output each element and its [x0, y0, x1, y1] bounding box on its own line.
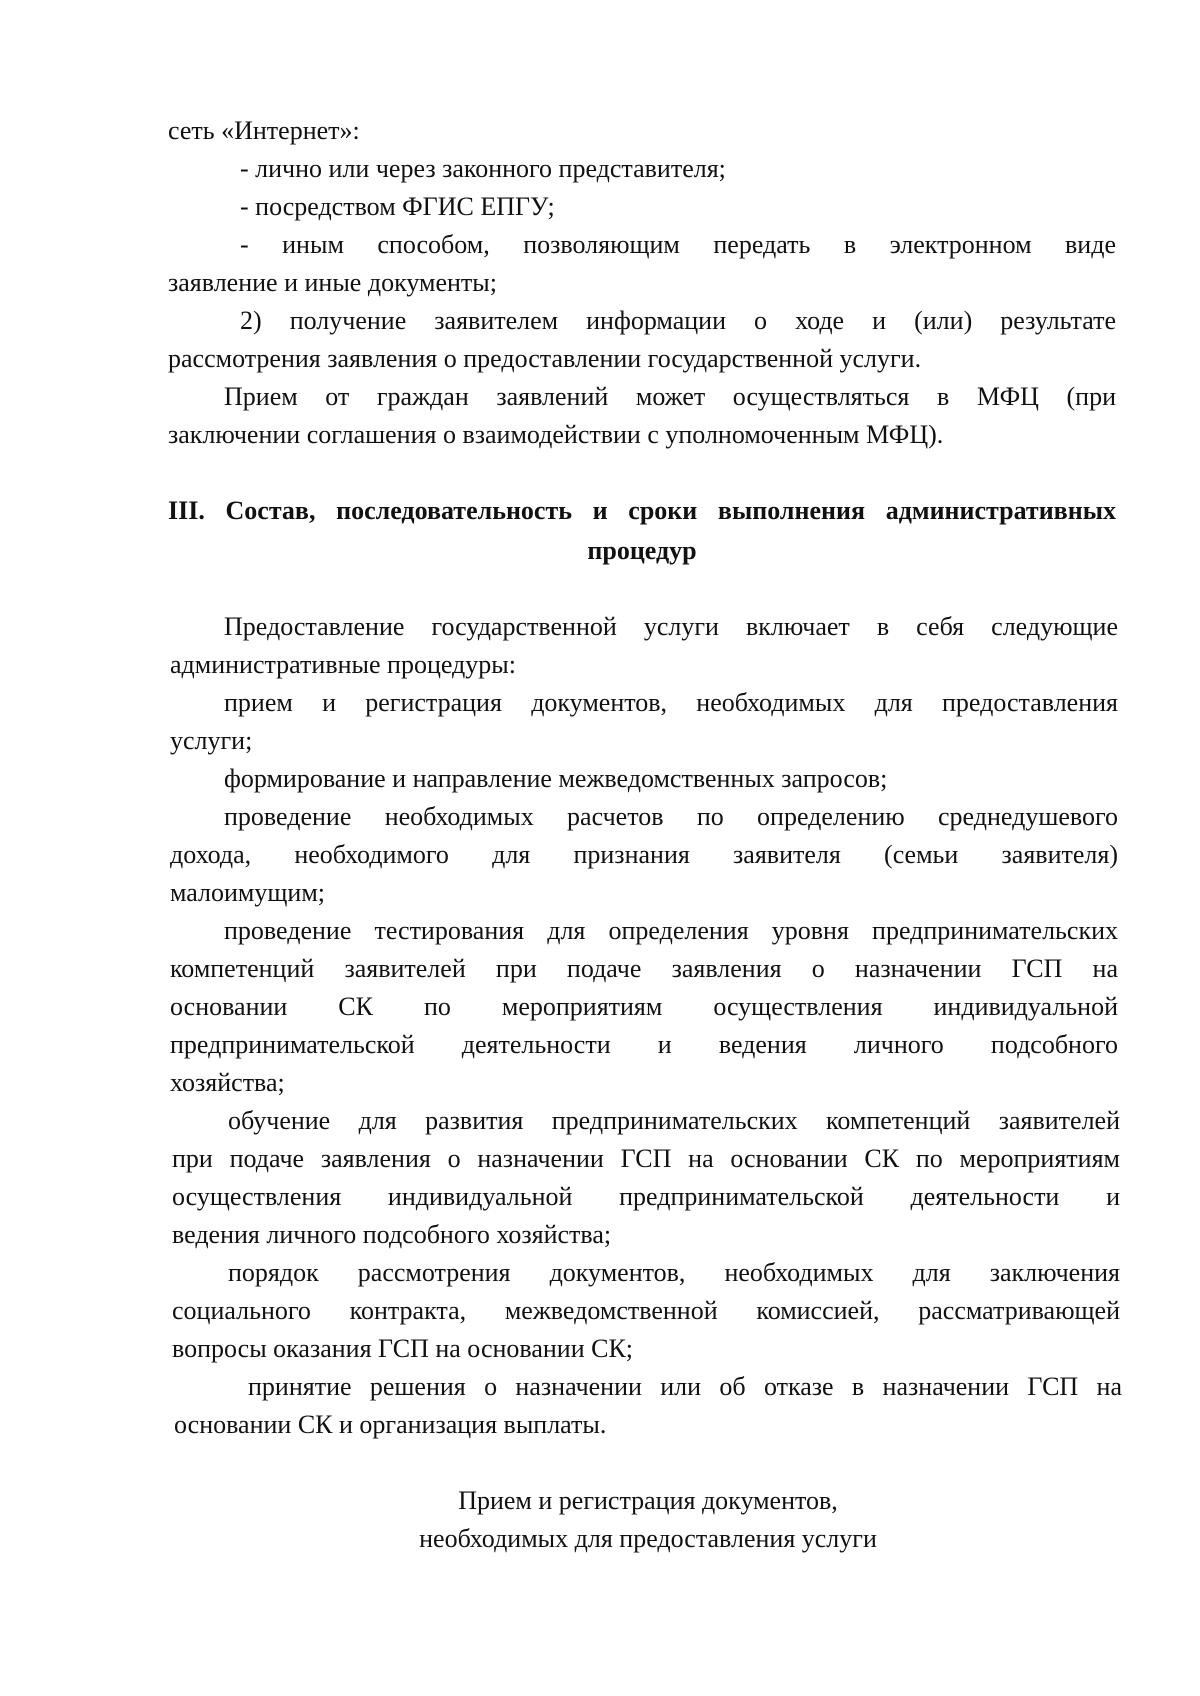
text-line: основании СК по мероприятиям осуществления индивидуальной [170, 992, 1118, 1021]
text-line: рассмотрения заявления о предоставлении государственной услуги. [168, 344, 922, 373]
section-heading: III. Состав, последовательность и сроки выполнения административных [168, 496, 1116, 525]
procedure-item: проведение необходимых расчетов по определению среднедушевого [224, 802, 1118, 831]
list-item: - иным способом, позволяющим передать в электронном виде [240, 230, 1116, 259]
subsection-heading-line-2: необходимых для предоставления услуги [419, 1524, 877, 1553]
procedure-item: формирование и направление межведомственных запросов; [224, 764, 888, 793]
procedure-item: принятие решения о назначении или об отказе в назначении ГСП на [248, 1372, 1122, 1401]
text-line: предпринимательской деятельности и ведения личного подсобного [170, 1030, 1118, 1059]
text-line: при подаче заявления о назначении ГСП на основании СК по мероприятиям [172, 1144, 1120, 1173]
text-line: дохода, необходимого для признания заявителя (семьи заявителя) [170, 840, 1118, 869]
text-line: основании СК и организация выплаты. [174, 1410, 607, 1439]
paragraph-line: Предоставление государственной услуги включает в себя следующие [224, 612, 1118, 641]
text-line: услуги; [170, 726, 253, 755]
text-line: вопросы оказания ГСП на основании СК; [172, 1334, 634, 1363]
text-line: компетенций заявителей при подаче заявления о назначении ГСП на [170, 954, 1118, 983]
procedure-item: порядок рассмотрения документов, необходимых для заключения [228, 1258, 1120, 1287]
text-line: хозяйства; [170, 1068, 285, 1097]
text-line: заявление и иные документы; [168, 268, 497, 297]
text-line: административные процедуры: [170, 650, 516, 679]
list-item: - посредством ФГИС ЕПГУ; [240, 192, 555, 221]
text-line: сеть «Интернет»: [168, 116, 360, 145]
subsection-heading: Прием и регистрация документов, [458, 1486, 838, 1515]
paragraph-line: Прием от граждан заявлений может осуществляться в МФЦ (при [224, 382, 1116, 411]
text-line: осуществления индивидуальной предпринимательской деятельности и [172, 1182, 1120, 1211]
procedure-item: проведение тестирования для определения уровня предпринимательских [224, 916, 1118, 945]
text-line: социального контракта, межведомственной комиссией, рассматривающей [172, 1296, 1120, 1325]
section-heading-line-2: процедур [587, 536, 697, 565]
text-line: ведения личного подсобного хозяйства; [172, 1220, 612, 1249]
list-item: 2) получение заявителем информации о ходе и (или) результате [240, 306, 1116, 335]
procedure-item: обучение для развития предпринимательских компетенций заявителей [228, 1106, 1120, 1135]
procedure-item: прием и регистрация документов, необходимых для предоставления [224, 688, 1118, 717]
text-line: малоимущим; [170, 878, 325, 907]
list-item: - лично или через законного представителя; [240, 154, 726, 183]
text-line: заключении соглашения о взаимодействии с уполномоченным МФЦ). [168, 420, 944, 449]
